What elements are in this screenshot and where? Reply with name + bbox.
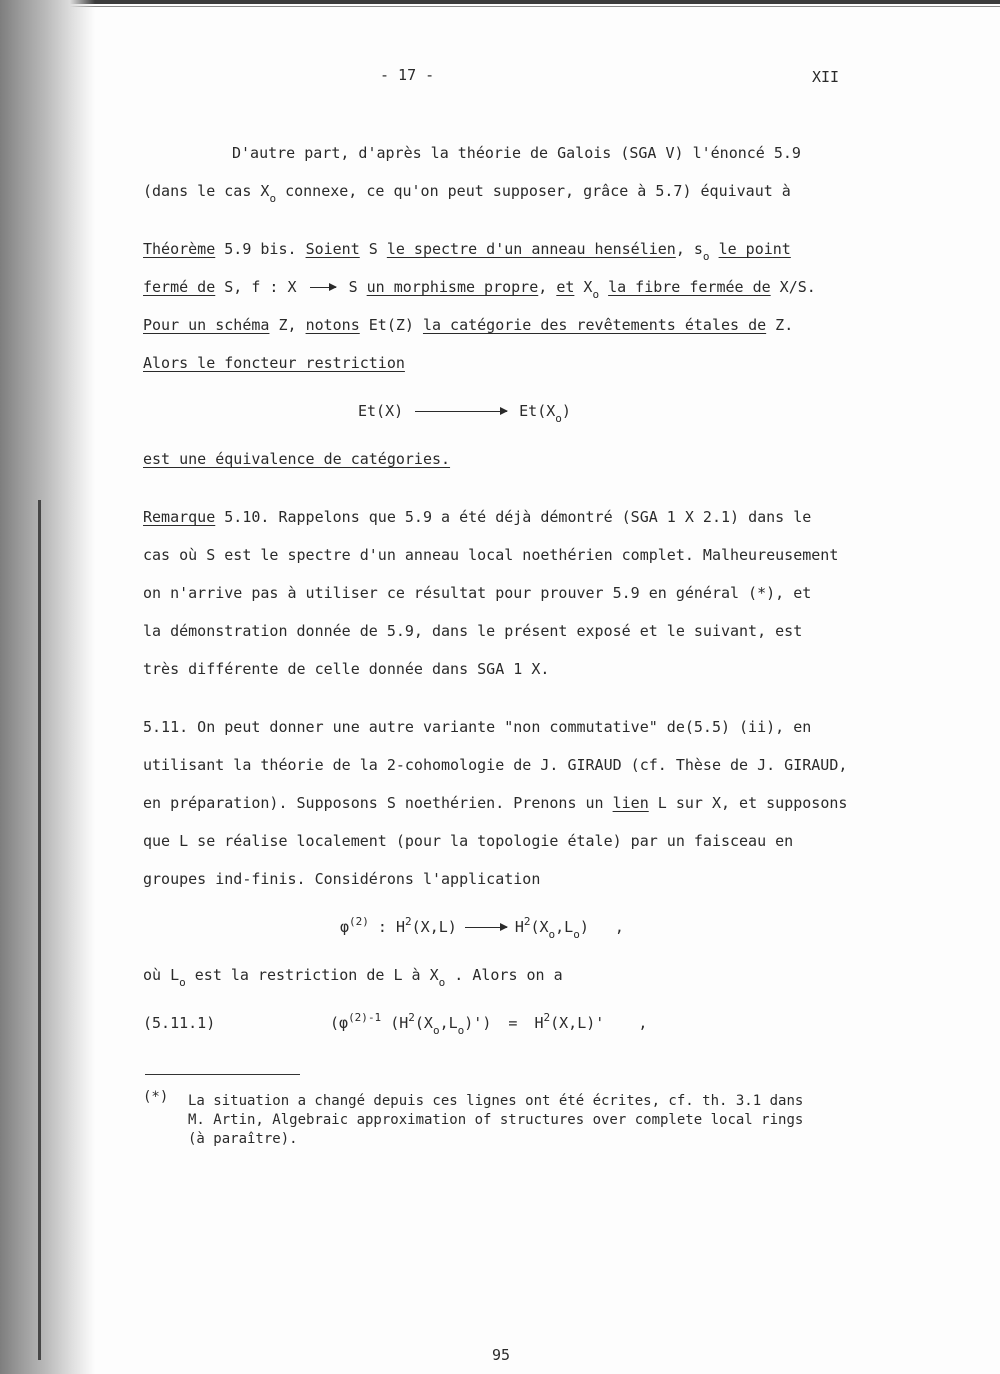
section511-line2: utilisant la théorie de la 2-cohomologie de J. GIRAUD (cf. Thèse de J. GIRAUD,: [143, 756, 848, 774]
remark-line3: on n'arrive pas à utiliser ce résultat pour prouver 5.9 en général (*), et: [143, 584, 812, 602]
section511-line3: en préparation). Supposons S noethérien. Prenons un lien L sur X, et supposons: [143, 794, 848, 812]
theorem-line2: fermé de S, f : X S un morphisme propre, et $X_o$ la fibre fermée de X/S.: [143, 278, 816, 301]
equation-5-11-1: ($\varphi^{(2)-1}$ $(H^2(X_o,L_o)') = H^2(X,L)'$ ,: [330, 1011, 648, 1037]
para1-line1: D'autre part, d'après la théorie de Galois (SGA V) l'énoncé 5.9: [232, 144, 801, 162]
footnote-line3: (à paraître).: [188, 1131, 298, 1147]
footnote-line2: M. Artin, Algebraic approximation of structures over complete local rings: [188, 1112, 804, 1128]
long-arrow-icon: [415, 411, 507, 412]
section511-line5: groupes ind-finis. Considérons l'application: [143, 870, 541, 888]
top-edge-rule-thin: [30, 6, 1000, 7]
chapter-number: XII: [812, 68, 840, 86]
formula-phi2: $\varphi^{(2)}$ : $H^2(X,L)$ $H^2(X_o,L_o)$ ,: [340, 915, 624, 941]
section511-line4: que L se réalise localement (pour la topologie étale) par un faisceau en: [143, 832, 794, 850]
footer-page-number: 95: [492, 1346, 511, 1364]
theorem-line3: Pour un schéma Z, notons Et(Z) la catégorie des revêtements étales de Z.: [143, 316, 794, 334]
equation-label: (5.11.1): [143, 1014, 216, 1032]
remark-label: Remarque: [143, 508, 216, 526]
arrow-icon: [310, 287, 336, 288]
theorem-line4: Alors le foncteur restriction: [143, 354, 405, 372]
remark-line5: très différente de celle donnée dans SGA 1 X.: [143, 660, 550, 678]
footnote-rule: [145, 1074, 300, 1075]
para1-line2: (dans le cas $X_o$ connexe, ce qu'on peut supposer, grâce à 5.7) équivaut à: [143, 182, 791, 205]
footnote-mark: (*): [143, 1089, 169, 1105]
arrow-icon: [465, 927, 507, 928]
theorem-label: Théorème: [143, 240, 216, 258]
remark-line1: Remarque 5.10. Rappelons que 5.9 a été déjà démontré (SGA 1 X 2.1) dans le: [143, 508, 812, 526]
theorem-line5: est une équivalence de catégories.: [143, 450, 451, 468]
theorem-line1: Théorème 5.9 bis. Soient S le spectre d'un anneau hensélien, $s_o$ le point: [143, 240, 791, 263]
remark-line4: la démonstration donnée de 5.9, dans le présent exposé et le suivant, est: [143, 622, 803, 640]
top-edge-rule: [30, 0, 1000, 4]
scan-binding-shadow: [0, 0, 95, 1374]
page-number-header: - 17 -: [380, 66, 435, 84]
section511-line6: où $L_o$ est la restriction de L à $X_o$ . Alors on a: [143, 966, 563, 989]
theorem-formula: Et(X) $Et(X_o)$: [358, 402, 571, 425]
section511-line1: 5.11. On peut donner une autre variante "non commutative" de(5.5) (ii), en: [143, 718, 812, 736]
binding-edge-line: [38, 500, 41, 1360]
footnote-line1: La situation a changé depuis ces lignes ont été écrites, cf. th. 3.1 dans: [188, 1093, 804, 1109]
remark-line2: cas où S est le spectre d'un anneau local noethérien complet. Malheureusement: [143, 546, 839, 564]
